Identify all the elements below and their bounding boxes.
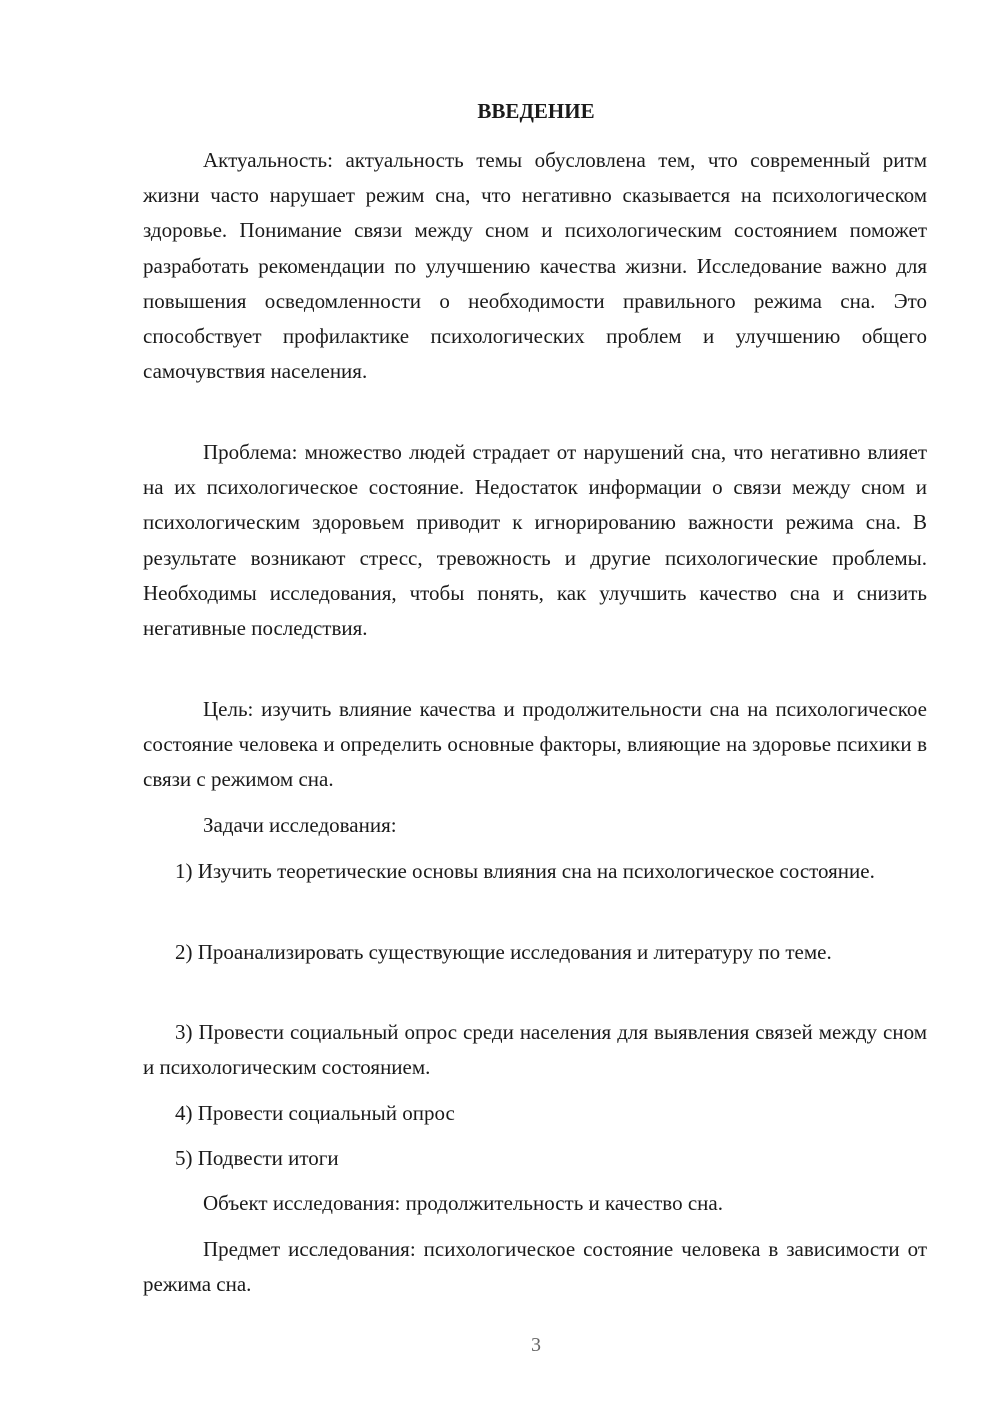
task-item-2: 2) Проанализировать существующие исследования и литературу по теме.: [175, 940, 832, 964]
page-number: 3: [531, 1334, 541, 1356]
problem-paragraph: Проблема: множество людей страдает от нарушений сна, что негативно влияет на их психологическое состояние. Недостаток информации о связи между сном и психологическим здоровьем приводит к игнорированию важности режима сна. В результате возникают стресс, тревожность и другие психологические проблемы. Необходимы исследования, чтобы понять, как улучшить качество сна и снизить негативные последствия.: [143, 440, 927, 641]
subject-paragraph: Предмет исследования: психологическое состояние человека в зависимости от режима сна.: [143, 1237, 927, 1297]
object-paragraph: Объект исследования: продолжительность и качество сна.: [203, 1191, 723, 1215]
task-item-5: 5) Подвести итоги: [175, 1146, 339, 1170]
task-item-3: 3) Провести социальный опрос среди населения для выявления связей между сном и психологическим состоянием.: [143, 1020, 927, 1080]
tasks-heading: Задачи исследования:: [203, 813, 397, 837]
page-title: ВВЕДЕНИЕ: [477, 99, 595, 123]
task-item-1: 1) Изучить теоретические основы влияния сна на психологическое состояние.: [175, 859, 875, 883]
goal-paragraph: Цель: изучить влияние качества и продолжительности сна на психологическое состояние человека и определить основные факторы, влияющие на здоровье психики в связи с режимом сна.: [143, 697, 927, 792]
relevance-paragraph: Актуальность: актуальность темы обусловлена тем, что современный ритм жизни часто нарушает режим сна, что негативно сказывается на психологическом здоровье. Понимание связи между сном и психологическим состоянием поможет разработать рекомендации по улучшению качества жизни. Исследование важно для повышения осведомленности о необходимости правильного режима сна. Это способствует профилактике психологических проблем и улучшению общего самочувствия населения.: [143, 148, 927, 384]
task-item-4: 4) Провести социальный опрос: [175, 1101, 455, 1125]
